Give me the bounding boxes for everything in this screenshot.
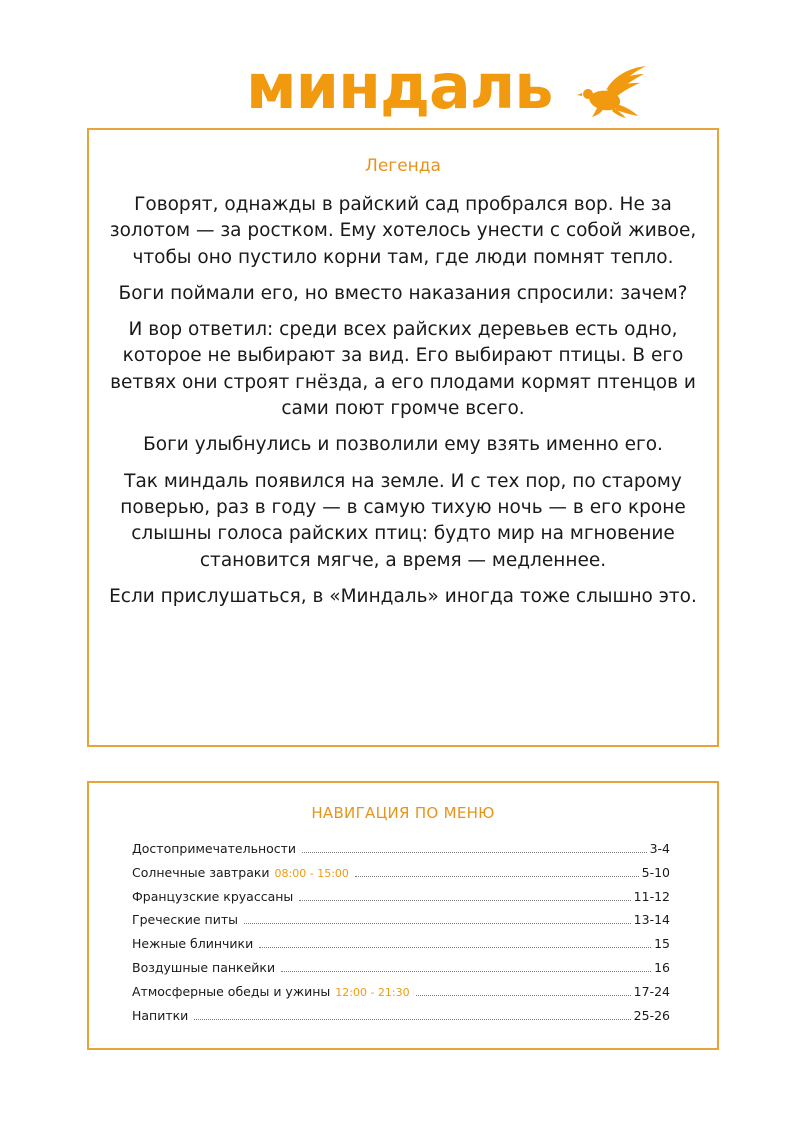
bird-icon bbox=[576, 62, 648, 118]
toc-item-label: Солнечные завтраки bbox=[132, 864, 270, 880]
toc-item-label: Греческие питы bbox=[132, 912, 238, 928]
dot-leader bbox=[299, 900, 630, 901]
toc-item-pages: 17-24 bbox=[633, 983, 670, 999]
toc-item-pages: 3-4 bbox=[649, 841, 670, 856]
toc-item-hours: 08:00 - 15:00 bbox=[274, 866, 349, 880]
menu-navigation-card bbox=[87, 781, 719, 1050]
toc-item-label: Французские круассаны bbox=[132, 888, 294, 904]
toc-item-breakfasts[interactable] bbox=[132, 865, 670, 889]
toc-item-label: Нежные блинчики bbox=[132, 936, 254, 952]
toc-item-hours: 12:00 - 21:30 bbox=[335, 985, 410, 999]
toc-item-label: Напитки bbox=[132, 1007, 189, 1023]
dot-leader bbox=[302, 852, 647, 853]
dot-leader bbox=[355, 876, 639, 877]
legend-paragraph: Боги улыбнулись и позволили ему взять именно его. bbox=[143, 434, 663, 456]
legend-paragraph: Так миндаль появился на земле. И с тех пор, по старому поверью, раз в году — в самую тихую ночь — в его кроне слышны голоса райских птиц: будто мир на мгновение становится мягче, а время — медленнее. bbox=[120, 470, 686, 571]
toc-item-label: Воздушные панкейки bbox=[132, 959, 276, 975]
navigation-title: НАВИГАЦИЯ ПО МЕНЮ bbox=[311, 804, 495, 822]
toc-item-pages: 13-14 bbox=[633, 912, 670, 928]
toc-item-pages: 15 bbox=[654, 936, 670, 952]
legend-text bbox=[107, 192, 699, 620]
toc-item-crepes[interactable] bbox=[132, 936, 670, 960]
toc-item-label: Достопримечательности bbox=[132, 841, 297, 856]
brand-logo bbox=[246, 52, 646, 130]
dot-leader bbox=[194, 1019, 630, 1020]
toc-item-pancakes[interactable] bbox=[132, 960, 670, 984]
toc-item-pages: 11-12 bbox=[633, 888, 670, 904]
legend-paragraph: Боги поймали его, но вместо наказания спросили: зачем? bbox=[118, 282, 688, 304]
toc-item-lunch-dinner[interactable] bbox=[132, 984, 670, 1008]
toc-item-pitas[interactable] bbox=[132, 912, 670, 936]
table-of-contents bbox=[132, 841, 670, 1031]
dot-leader bbox=[416, 995, 631, 996]
dot-leader bbox=[259, 947, 651, 948]
toc-item-sights[interactable] bbox=[132, 841, 670, 865]
brand-logo-text: миндаль bbox=[246, 50, 553, 123]
toc-item-drinks[interactable] bbox=[132, 1008, 670, 1032]
legend-paragraph: Если прислушаться, в «Миндаль» иногда тоже слышно это. bbox=[109, 585, 697, 607]
legend-card bbox=[87, 128, 719, 747]
dot-leader bbox=[244, 923, 631, 924]
toc-item-pages: 25-26 bbox=[633, 1007, 670, 1023]
toc-item-pages: 5-10 bbox=[641, 864, 670, 880]
dot-leader bbox=[281, 971, 651, 972]
toc-item-label: Атмосферные обеды и ужины bbox=[132, 983, 331, 999]
legend-paragraph: И вор ответил: среди всех райских деревьев есть одно, которое не выбирают за вид. Его выбирают птицы. В его ветвях они строят гнёзда, а его плодами кормят птенцов и сами поют громче всего. bbox=[110, 319, 696, 420]
toc-item-croissants[interactable] bbox=[132, 889, 670, 913]
legend-title: Легенда bbox=[365, 156, 441, 176]
toc-item-pages: 16 bbox=[654, 959, 670, 975]
legend-paragraph: Говорят, однажды в райский сад пробрался вор. Не за золотом — за ростком. Ему хотелось унести с собой живое, чтобы оно пустило корни там, где люди помнят тепло. bbox=[109, 194, 697, 268]
